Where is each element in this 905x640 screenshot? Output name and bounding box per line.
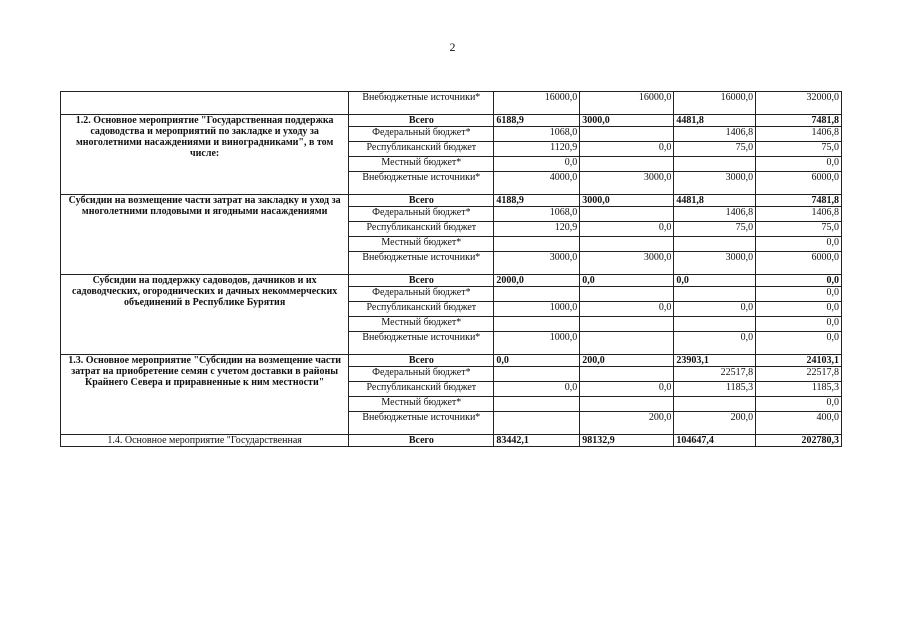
table-row: [61, 355, 842, 367]
value-cell: [494, 317, 580, 332]
source-cell: Местный бюджет*: [349, 317, 494, 332]
value-cell: 75,0: [756, 142, 842, 157]
source-cell: Республиканский бюджет: [349, 382, 494, 397]
description-cell: 1.2. Основное мероприятие "Государственная поддержка садоводства и мероприятий по закладке и уходу за многолетними насаждениями и виноградниками", в том числе:: [61, 115, 349, 195]
table-row: [61, 195, 842, 207]
value-cell: [494, 287, 580, 302]
description-cell: 1.3. Основное мероприятие "Субсидии на возмещение части затрат на приобретение семян с учетом доставки в районы Крайнего Севера и приравненные к ним местности": [61, 355, 349, 435]
value-cell: 7481,8: [756, 195, 842, 207]
value-cell: 120,9: [494, 222, 580, 237]
value-cell: [674, 157, 756, 172]
value-cell: 3000,0: [674, 172, 756, 195]
table-row: [61, 92, 842, 115]
value-cell: 2000,0: [494, 275, 580, 287]
value-cell: 4481,8: [674, 115, 756, 127]
source-cell: Внебюджетные источники*: [349, 412, 494, 435]
value-cell: 16000,0: [494, 92, 580, 115]
value-cell: 75,0: [674, 142, 756, 157]
value-cell: [580, 317, 674, 332]
value-cell: 0,0: [580, 382, 674, 397]
value-cell: 1406,8: [756, 207, 842, 222]
value-cell: 4000,0: [494, 172, 580, 195]
source-cell: Всего: [349, 435, 494, 447]
source-cell: Республиканский бюджет: [349, 142, 494, 157]
value-cell: [580, 127, 674, 142]
source-cell: Внебюджетные источники*: [349, 92, 494, 115]
value-cell: 400,0: [756, 412, 842, 435]
value-cell: 0,0: [756, 287, 842, 302]
value-cell: 3000,0: [580, 115, 674, 127]
source-cell: Всего: [349, 275, 494, 287]
value-cell: 0,0: [580, 275, 674, 287]
source-cell: Всего: [349, 195, 494, 207]
value-cell: 1120,9: [494, 142, 580, 157]
value-cell: 0,0: [674, 332, 756, 355]
source-cell: Всего: [349, 115, 494, 127]
value-cell: 0,0: [494, 157, 580, 172]
source-cell: Всего: [349, 355, 494, 367]
value-cell: 0,0: [494, 382, 580, 397]
source-cell: Местный бюджет*: [349, 157, 494, 172]
value-cell: 202780,3: [756, 435, 842, 447]
value-cell: 4188,9: [494, 195, 580, 207]
value-cell: 6000,0: [756, 172, 842, 195]
value-cell: 0,0: [756, 332, 842, 355]
table-row: [61, 435, 842, 447]
value-cell: [580, 237, 674, 252]
value-cell: 1000,0: [494, 332, 580, 355]
source-cell: Федеральный бюджет*: [349, 127, 494, 142]
value-cell: 200,0: [674, 412, 756, 435]
value-cell: 23903,1: [674, 355, 756, 367]
value-cell: [494, 397, 580, 412]
value-cell: 4481,8: [674, 195, 756, 207]
value-cell: 6188,9: [494, 115, 580, 127]
value-cell: 1185,3: [756, 382, 842, 397]
value-cell: 1068,0: [494, 207, 580, 222]
value-cell: 0,0: [580, 222, 674, 237]
value-cell: 16000,0: [674, 92, 756, 115]
value-cell: 0,0: [756, 237, 842, 252]
value-cell: 3000,0: [494, 252, 580, 275]
value-cell: 200,0: [580, 355, 674, 367]
value-cell: 0,0: [494, 355, 580, 367]
value-cell: 0,0: [674, 302, 756, 317]
source-cell: Федеральный бюджет*: [349, 207, 494, 222]
value-cell: 1185,3: [674, 382, 756, 397]
description-cell: Субсидии на возмещение части затрат на закладку и уход за многолетними плодовыми и ягодными насаждениями: [61, 195, 349, 275]
value-cell: [674, 317, 756, 332]
value-cell: 0,0: [580, 142, 674, 157]
source-cell: Внебюджетные источники*: [349, 332, 494, 355]
value-cell: [674, 287, 756, 302]
value-cell: 1406,8: [756, 127, 842, 142]
value-cell: 0,0: [756, 157, 842, 172]
value-cell: [580, 367, 674, 382]
value-cell: 1000,0: [494, 302, 580, 317]
table-row: [61, 275, 842, 287]
description-cell: Субсидии на поддержку садоводов, дачников и их садоводческих, огороднических и дачных некоммерческих объединений в Республике Бурятия: [61, 275, 349, 355]
value-cell: 75,0: [756, 222, 842, 237]
value-cell: 75,0: [674, 222, 756, 237]
value-cell: 3000,0: [580, 195, 674, 207]
value-cell: [674, 397, 756, 412]
value-cell: [494, 367, 580, 382]
value-cell: 3000,0: [674, 252, 756, 275]
value-cell: [580, 207, 674, 222]
value-cell: [494, 412, 580, 435]
value-cell: [494, 237, 580, 252]
description-cell: [61, 92, 349, 115]
value-cell: 32000,0: [756, 92, 842, 115]
value-cell: 6000,0: [756, 252, 842, 275]
value-cell: [580, 397, 674, 412]
table-row: [61, 115, 842, 127]
source-cell: Республиканский бюджет: [349, 222, 494, 237]
value-cell: 98132,9: [580, 435, 674, 447]
source-cell: Федеральный бюджет*: [349, 367, 494, 382]
source-cell: Местный бюджет*: [349, 397, 494, 412]
value-cell: 22517,8: [756, 367, 842, 382]
source-cell: Внебюджетные источники*: [349, 252, 494, 275]
value-cell: 0,0: [756, 302, 842, 317]
value-cell: 3000,0: [580, 172, 674, 195]
value-cell: 1068,0: [494, 127, 580, 142]
source-cell: Федеральный бюджет*: [349, 287, 494, 302]
value-cell: 22517,8: [674, 367, 756, 382]
budget-table: [60, 91, 842, 447]
source-cell: Местный бюджет*: [349, 237, 494, 252]
value-cell: 0,0: [756, 275, 842, 287]
value-cell: [580, 157, 674, 172]
value-cell: 1406,8: [674, 127, 756, 142]
value-cell: 24103,1: [756, 355, 842, 367]
source-cell: Республиканский бюджет: [349, 302, 494, 317]
value-cell: 0,0: [580, 302, 674, 317]
value-cell: 7481,8: [756, 115, 842, 127]
value-cell: 16000,0: [580, 92, 674, 115]
value-cell: 1406,8: [674, 207, 756, 222]
value-cell: 200,0: [580, 412, 674, 435]
value-cell: 0,0: [674, 275, 756, 287]
value-cell: 104647,4: [674, 435, 756, 447]
page-number: 2: [449, 40, 456, 54]
value-cell: 0,0: [756, 317, 842, 332]
value-cell: [580, 332, 674, 355]
value-cell: 0,0: [756, 397, 842, 412]
description-cell: 1.4. Основное мероприятие "Государственная: [61, 435, 349, 447]
value-cell: [674, 237, 756, 252]
value-cell: [580, 287, 674, 302]
value-cell: 83442,1: [494, 435, 580, 447]
value-cell: 3000,0: [580, 252, 674, 275]
source-cell: Внебюджетные источники*: [349, 172, 494, 195]
